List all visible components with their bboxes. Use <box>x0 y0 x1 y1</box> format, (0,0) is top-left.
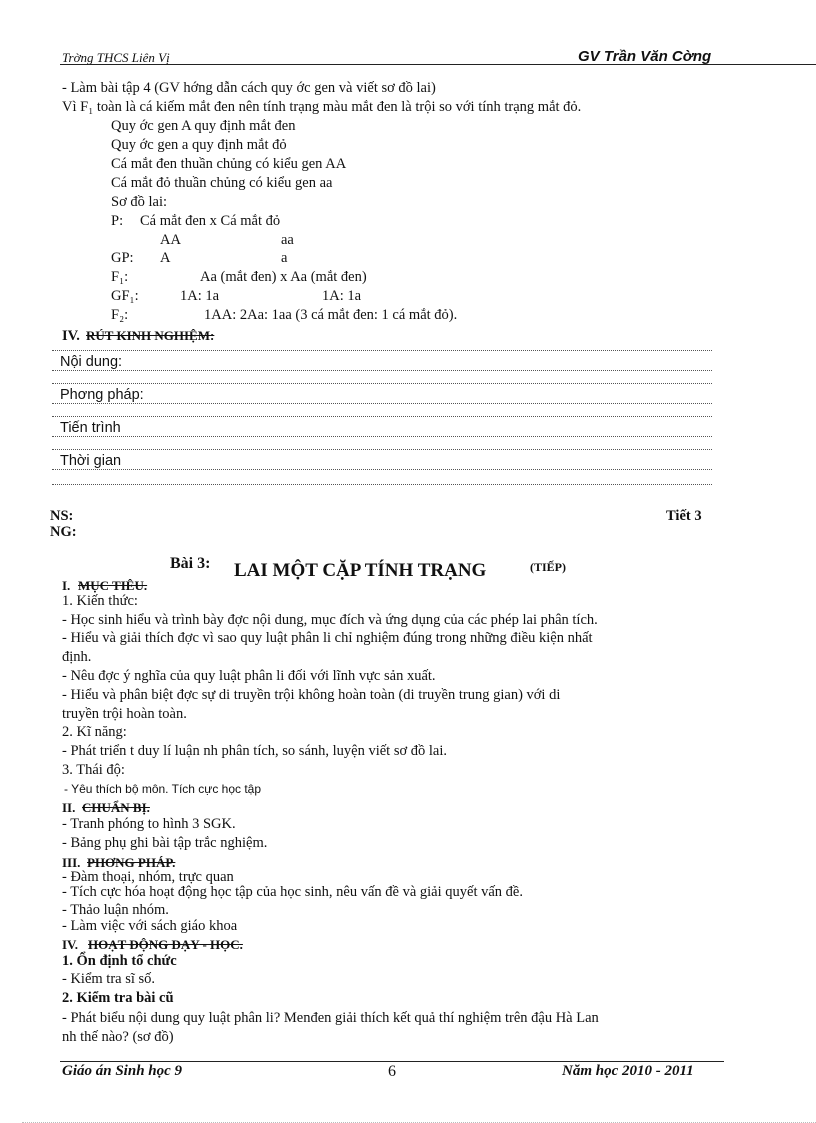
review-heading-num: IV. <box>62 328 80 344</box>
review-item-process: Tiến trình <box>60 420 121 436</box>
header-school: Trờng THCS Liên Vị <box>62 50 170 65</box>
s4-sub1: 1. Ổn định tổ chức <box>62 953 177 969</box>
gp-gamete-2: a <box>281 250 288 266</box>
s1-attitude: 3. Thái độ: <box>62 762 125 778</box>
dotted-line <box>52 350 712 351</box>
period-label: Tiết 3 <box>666 508 702 524</box>
s2-i2: - Bảng phụ ghi bài tập trắc nghiệm. <box>62 835 268 851</box>
s1-k1: - Học sinh hiểu và trình bày đợc nội dung, mục đích và ứng dụng của các phép lai phân tích. <box>62 612 598 628</box>
review-item-method: Phơng pháp: <box>60 387 144 403</box>
s3-heading: PHƠNG PHÁP. <box>87 855 176 870</box>
f1-label: F₁: <box>111 269 129 285</box>
s4-heading: HOẠT ĐỘNG DẠY - HỌC. <box>88 937 243 952</box>
s4-q1: - Phát biểu nội dung quy luật phân li? Menđen giải thích kết quả thí nghiệm trên đậu Hà Lan <box>62 1010 599 1026</box>
gf1-a: 1A: 1a <box>180 288 220 304</box>
gp-label: GP: <box>111 250 134 266</box>
ns-label: NS: <box>50 508 74 524</box>
f2-value: 1AA: 2Aa: 1aa (3 cá mắt đen: 1 cá mắt đỏ). <box>204 307 458 323</box>
exercise-intro: - Làm bài tập 4 (GV hớng dẫn cách quy ớc gen và viết sơ đồ lai) <box>62 80 436 96</box>
review-item-content: Nội dung: <box>60 354 123 370</box>
s3-i3: - Thảo luận nhóm. <box>62 902 169 918</box>
header-rule <box>60 64 816 65</box>
gp-gamete-1: A <box>160 250 171 266</box>
s3-i1: - Đàm thoại, nhóm, trực quan <box>62 869 234 885</box>
exercise-line: Cá mắt đen thuần chủng có kiểu gen AA <box>111 156 347 172</box>
p-label: P: <box>111 213 124 229</box>
page-number: 6 <box>388 1063 396 1080</box>
s4-sub2: 2. Kiểm tra bài cũ <box>62 990 174 1006</box>
exercise-line: Cá mắt đỏ thuần chủng có kiểu gen aa <box>111 175 333 191</box>
dotted-line <box>52 484 712 485</box>
f2-label: F₂: <box>111 307 129 323</box>
review-item-time: Thời gian <box>60 453 122 469</box>
s1-heading: MỤC TIÊU. <box>78 578 148 593</box>
s2-num: II. <box>62 800 76 815</box>
footer-rule <box>60 1061 724 1062</box>
dotted-line <box>52 469 712 470</box>
p-genotype-2: aa <box>281 232 294 248</box>
s1-skills: 2. Kĩ năng: <box>62 724 127 740</box>
s1-k3: - Nêu đợc ý nghĩa của quy luật phân li đối với lĩnh vực sản xuất. <box>62 668 436 684</box>
s1-s1: - Phát triển t duy lí luận nh phân tích, so sánh, luyện viết sơ đồ lai. <box>62 743 448 759</box>
dotted-line <box>52 383 712 384</box>
footer-left: Giáo án Sinh học 9 <box>62 1063 183 1079</box>
p-genotype-1: AA <box>160 232 181 248</box>
s1-k2b: định. <box>62 649 92 665</box>
ng-label: NG: <box>50 524 77 540</box>
exercise-line: Quy ớc gen a quy định mắt đỏ <box>111 137 287 153</box>
s4-q2: nh thế nào? (sơ đồ) <box>62 1029 174 1045</box>
s1-k4a: - Hiểu và phân biệt đợc sự di truyền trội không hoàn toàn (di truyền trung gian) với di <box>62 687 561 703</box>
review-heading: RÚT KINH NGHIỆM: <box>86 328 215 343</box>
lesson-suffix: (TIẾP) <box>530 560 566 574</box>
s3-num: III. <box>62 855 81 870</box>
footer-right: Năm học 2010 - 2011 <box>562 1063 694 1079</box>
dotted-line <box>52 449 712 450</box>
exercise-reason: Vì F₁ toàn là cá kiếm mắt đen nên tính trạng màu mắt đen là trội so với tính trạng mắt đỏ. <box>62 99 582 115</box>
s1-knowledge: 1. Kiến thức: <box>62 593 138 609</box>
header-teacher: GV Trần Văn Cờng <box>578 48 712 65</box>
s2-heading: CHUẨN BỊ. <box>82 800 150 815</box>
gf1-b: 1A: 1a <box>322 288 362 304</box>
s4-sub1-item: - Kiểm tra sĩ số. <box>62 971 156 987</box>
s3-i4: - Làm việc với sách giáo khoa <box>62 918 238 934</box>
exercise-line: Sơ đồ lai: <box>111 194 168 210</box>
dotted-line <box>52 370 712 371</box>
s1-k2a: - Hiểu và giải thích đợc vì sao quy luật phân li chỉ nghiệm đúng trong những điều kiện nhất <box>62 630 593 646</box>
dotted-line <box>52 436 712 437</box>
s4-num: IV. <box>62 937 79 952</box>
s2-i1: - Tranh phóng to hình 3 SGK. <box>62 816 236 832</box>
gf1-label: GF₁: <box>111 288 139 304</box>
dotted-line <box>52 416 712 417</box>
f1-value: Aa (mắt đen) x Aa (mắt đen) <box>200 269 367 285</box>
s1-num: I. <box>62 578 71 593</box>
lesson-title: LAI MỘT CẶP TÍNH TRẠNG <box>234 560 487 581</box>
p-cross: Cá mắt đen x Cá mắt đỏ <box>140 213 281 229</box>
s3-i2: - Tích cực hóa hoạt động học tập của học sinh, nêu vấn đề và giải quyết vấn đề. <box>62 884 523 900</box>
exercise-line: Quy ớc gen A quy định mắt đen <box>111 118 296 134</box>
lesson-number: Bài 3: <box>170 555 211 572</box>
s1-a1: - Yêu thích bộ môn. Tích cực học tập <box>64 782 262 796</box>
s1-k4b: truyền trội hoàn toàn. <box>62 706 187 722</box>
dotted-line <box>52 403 712 404</box>
